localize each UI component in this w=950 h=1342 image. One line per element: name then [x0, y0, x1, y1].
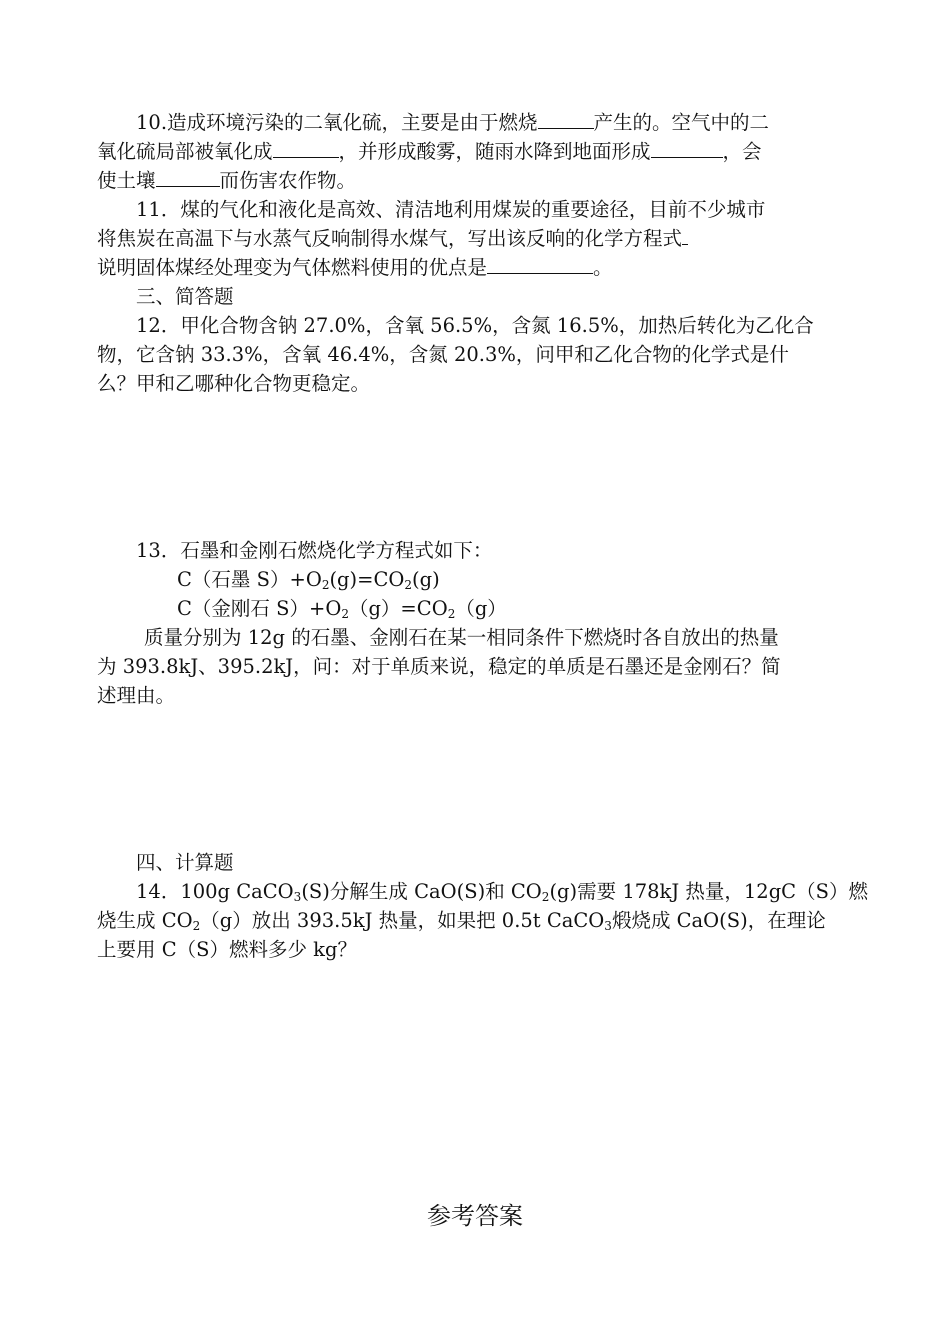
- q13-line5: 为 393.8kJ、395.2kJ，问：对于单质来说，稳定的单质是石墨还是金刚石？简: [97, 655, 781, 678]
- q10-text-d: ，并形成酸雾，随雨水降到地面形成: [338, 140, 651, 163]
- q10-text-b: 产生的。空气中的二: [593, 111, 770, 134]
- q11-line2: [97, 224, 857, 253]
- q10-line2: [97, 137, 857, 166]
- q10-blank-3[interactable]: [651, 139, 723, 158]
- q13-line1: 13．石墨和金刚石燃烧化学方程式如下：: [136, 539, 493, 562]
- q14-line3: 上要用 C（S）燃料多少 kg？: [97, 938, 357, 961]
- q11-text-a: 将焦炭在高温下与水蒸气反响制得水煤气，写出该反响的化学方程式: [97, 227, 683, 250]
- q11-blank-2[interactable]: [487, 255, 593, 274]
- answer-title: 参考答案: [427, 1202, 523, 1230]
- q13-line4: 质量分别为 12g 的石墨、金刚石在某一相同条件下燃烧时各自放出的热量: [144, 626, 779, 649]
- section-4-heading: 四、计算题: [136, 851, 234, 874]
- q11-line1: 11．煤的气化和液化是高效、清洁地利用煤炭的重要途径，目前不少城市: [136, 198, 766, 221]
- q12-line3: 么？甲和乙哪种化合物更稳定。: [97, 372, 371, 395]
- q12-line2: 物，它含钠 33.3%，含氧 46.4%，含氮 20.3%，问甲和乙化合物的化学式是什: [97, 343, 789, 366]
- q12-line1: 12．甲化合物含钠 27.0%，含氧 56.5%，含氮 16.5%，加热后转化为乙化合: [136, 314, 814, 337]
- q11-line3: [97, 253, 857, 282]
- q10-text-c: 氧化硫局部被氧化成: [97, 140, 273, 163]
- q10-blank-2[interactable]: [273, 139, 339, 158]
- q11-blank-1[interactable]: [682, 226, 688, 245]
- q10-line3: [97, 166, 857, 195]
- q10-text-e: ，会: [722, 140, 762, 163]
- q13-equation-1: C（石墨 $S)+O_2(g)=CO_2(g)$: [177, 568, 440, 592]
- q14-line1: 14．100g CaCO$_3$(S)分解生成 CaO(S)和 $CO_2(g)$需要 178kJ 热量，12gC（S）燃: [136, 880, 868, 904]
- q13-line6: 述理由。: [97, 684, 176, 707]
- q10-line1: [136, 108, 896, 137]
- q10-text-a: 10.造成环境污染的二氧化硫，主要是由于燃烧: [136, 111, 538, 134]
- q10-blank-1[interactable]: [538, 110, 594, 129]
- q10-text-f: 使土壤: [97, 169, 156, 192]
- q14-line2: 烧生成 $CO_2(g)$放出 393.5kJ 热量，如果把 0.5t CaCO$_3$煅烧成 CaO(S)，在理论: [97, 909, 826, 933]
- q11-text-c: 。: [593, 256, 613, 279]
- q10-blank-4[interactable]: [156, 168, 220, 187]
- q13-equation-2: C（金刚石 $S)+O_2(g)=CO_2(g)$: [177, 597, 507, 621]
- q10-text-g: 而伤害农作物。: [219, 169, 357, 192]
- section-3-heading: 三、简答题: [136, 285, 234, 308]
- q11-text-b: 说明固体煤经处理变为气体燃料使用的优点是: [97, 256, 488, 279]
